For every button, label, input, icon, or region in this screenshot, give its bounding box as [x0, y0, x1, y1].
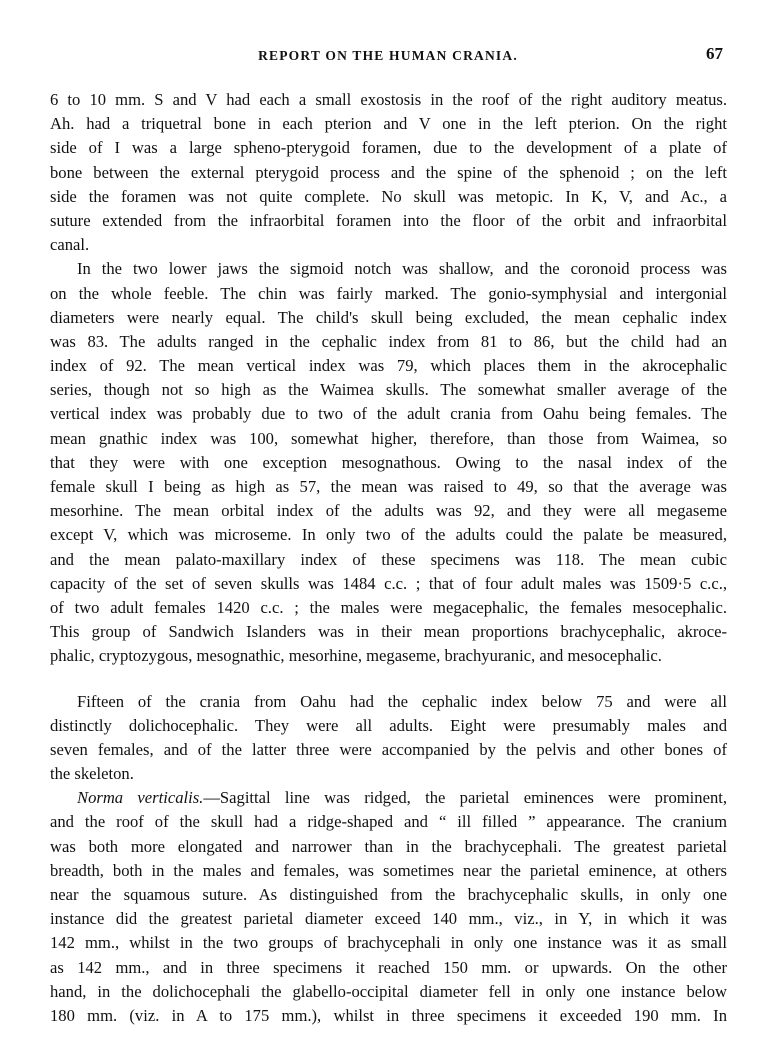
text-line: of two adult females 1420 c.c. ; the males were megacephalic, the females mesocephalic.	[50, 597, 727, 617]
text-line: index of 92. The mean vertical index was 79, which places them in the akrocephalic	[50, 356, 727, 376]
text-line: In the two lower jaws the sigmoid notch was shallow, and the coronoid process was	[77, 259, 727, 279]
text-line: canal.	[50, 235, 90, 255]
body-text	[50, 88, 727, 1028]
text-line: suture extended from the infraorbital foramen into the floor of the orbit and infraorbital	[50, 210, 727, 230]
text-line: except V, which was microseme. In only two of the adults could the palate be measured,	[50, 525, 727, 545]
text-line: Ah. had a triquetral bone in each pterion and V one in the left pterion. On the right	[50, 114, 727, 134]
section-gap	[50, 669, 727, 690]
text-line: side the foramen was not quite complete. No skull was metopic. In K, V, and Ac., a	[50, 186, 727, 206]
text-line-rest: —Sagittal line was ridged, the parietal eminences were prominent,	[203, 788, 727, 808]
text-line: bone between the external pterygoid process and the spine of the sphenoid ; on the left	[50, 162, 727, 182]
text-line: Fifteen of the crania from Oahu had the cephalic index below 75 and were all	[77, 691, 727, 711]
text-line: 6 to 10 mm. S and V had each a small exostosis in the roof of the right auditory meatus.	[50, 90, 727, 109]
paragraph-4	[50, 786, 727, 1028]
text-line: phalic, cryptozygous, mesognathic, mesorhine, megaseme, brachyuranic, and mesocephalic.	[50, 646, 662, 666]
text-line: breadth, both in the males and females, was sometimes near the parietal eminence, at others	[50, 860, 727, 880]
paragraph-1	[50, 88, 727, 257]
text-line: mesorhine. The mean orbital index of the adults was 92, and they were all megaseme	[50, 501, 727, 521]
text-line: on the whole feeble. The chin was fairly marked. The gonio-symphysial and intergonial	[50, 283, 727, 303]
text-line: 180 mm. (viz. in A to 175 mm.), whilst in three specimens it exceeded 190 mm. In	[50, 1005, 727, 1025]
text-line: instance did the greatest parietal diameter exceed 140 mm., viz., in Y, in which it was	[50, 909, 727, 929]
text-line: and the roof of the skull had a ridge-shaped and “ ill filled ” appearance. The cranium	[50, 812, 727, 832]
text-line: female skull I being as high as 57, the mean was raised to 49, so that the average was	[50, 477, 727, 496]
text-line: was both more elongated and narrower than in the brachycephali. The greatest parietal	[50, 836, 727, 856]
text-line: side of I was a large spheno-pterygoid foramen, due to the development of a plate of	[50, 138, 727, 158]
text-line: capacity of the set of seven skulls was 1484 c.c. ; that of four adult males was 1509·5 c.c.,	[50, 573, 727, 593]
text-line: hand, in the dolichocephali the glabello-occipital diameter fell in only one instance below	[50, 981, 727, 1001]
text-line: that they were with one exception mesognathous. Owing to the nasal index of the	[50, 452, 727, 472]
running-head: REPORT ON THE HUMAN CRANIA.	[258, 48, 518, 63]
text-line: as 142 mm., and in three specimens it reached 150 mm. or upwards. On the other	[50, 957, 727, 977]
text-line: series, though not so high as the Waimea skulls. The somewhat smaller average of the	[50, 380, 727, 400]
text-line: 142 mm., whilst in the two groups of brachycephali in only one instance was it as small	[50, 933, 727, 953]
text-line: was 83. The adults ranged in the cephalic index from 81 to 86, but the child had an	[50, 331, 727, 351]
text-line: the skeleton.	[50, 764, 134, 784]
paragraph-2	[50, 257, 727, 668]
page-header	[0, 40, 776, 70]
text-line: and the mean palato-maxillary index of these specimens was 118. The mean cubic	[50, 549, 727, 569]
text-line: distinctly dolichocephalic. They were all adults. Eight were presumably males and	[50, 715, 727, 735]
text-line	[50, 786, 727, 810]
text-line: seven females, and of the latter three were accompanied by the pelvis and other bones of	[50, 739, 727, 759]
text-line: vertical index was probably due to two of the adult crania from Oahu being females. The	[50, 404, 727, 424]
page-number: 67	[706, 44, 723, 63]
section-lead-italic: Norma verticalis.	[77, 788, 204, 808]
paragraph-3	[50, 690, 727, 787]
text-line: diameters were nearly equal. The child's skull being excluded, the mean cephalic index	[50, 307, 727, 327]
text-line: near the squamous suture. As distinguished from the brachycephalic skulls, in only one	[50, 885, 727, 904]
text-line: This group of Sandwich Islanders was in their mean proportions brachycephalic, akroce-	[50, 622, 727, 642]
text-line: mean gnathic index was 100, somewhat higher, therefore, than those from Waimea, so	[50, 428, 727, 448]
